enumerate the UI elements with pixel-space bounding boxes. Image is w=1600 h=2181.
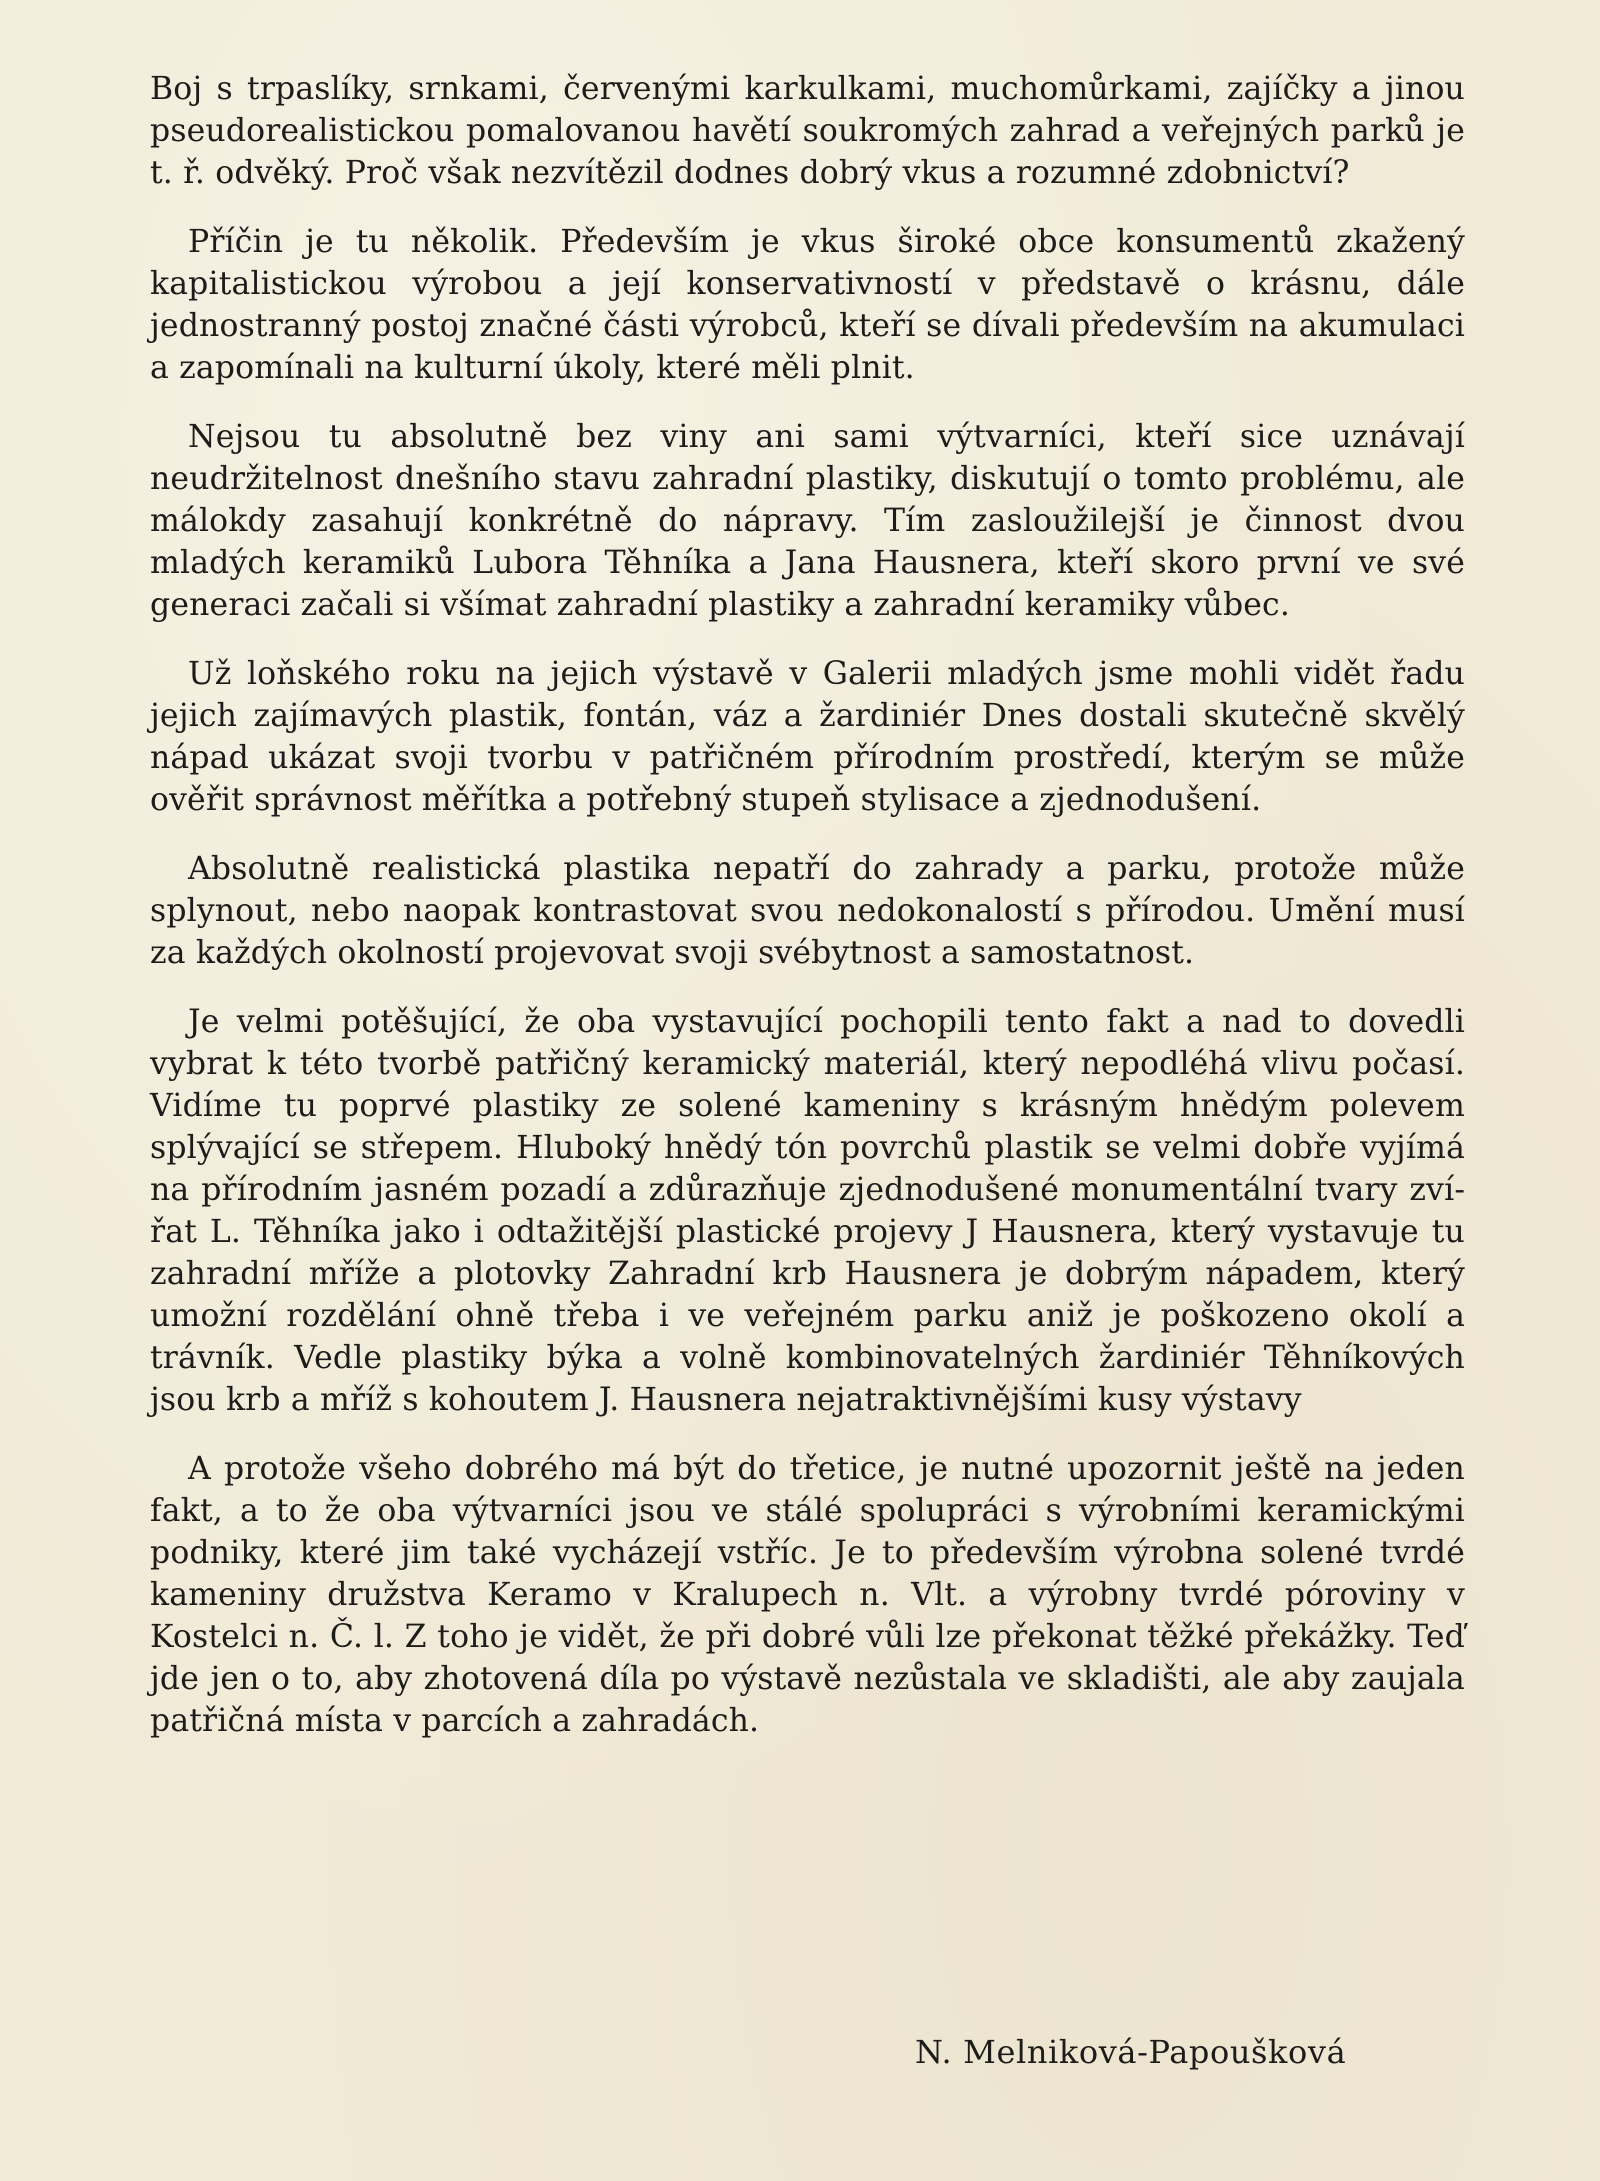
paragraph-5: Absolutně realistická plastika nepatří do zahrady a parku, protože může splynout, nebo naopak kontrastovat svou nedokonalostí s přírodou. Umění musí za každých okolností projevovat svoji svébytnost a samostatnost. [150, 851, 1465, 971]
paragraph-4: Už loňského roku na jejich výstavě v Galerii mladých jsme mohli vidět řadu jejich zajímavých plastik, fontán, váz a žardiniér Dnes dostali skutečně skvělý nápad ukázat svoji tvorbu v patřičném přírodním prostředí, kterým se může ověřit správnost měřítka a potřebný stupeň stylisace a zjednodušení. [150, 656, 1465, 818]
article-body [150, 68, 1465, 1769]
paragraph-3: Nejsou tu absolutně bez viny ani sami výtvarníci, kteří sice uznávají neudržitelnost dnešního stavu zahradní plastiky, diskutují o tomto problému, ale málokdy zasahují konkrétně do nápravy. Tím zasloužilejší je činnost dvou mladých keramiků Lubora Těhníka a Jana Hausnera, kteří skoro první ve své generaci začali si všímat zahradní plastiky a zahradní keramiky vůbec. [150, 419, 1465, 623]
paragraph-7: A protože všeho dobrého má být do třetice, je nutné upozornit ještě na jeden fakt, a to že oba výtvarníci jsou ve stálé spolupráci s výrobními keramickými podniky, které jim také vycházejí vstříc. Je to především výrobna solené tvrdé kameniny družstva Keramo v Kralupech n. Vlt. a výrobny tvrdé pórovinу v Kostelci n. Č. l. Z toho je vidět, že při dobré vůli lze překonat těžké překážky. Teď jde jen o to, aby zhotovená díla po výstavě nezůstala ve skladišti, ale aby zaujala patřičná místa v parcích a zahradách. [150, 1451, 1465, 1739]
paragraph-6: Je velmi potěšující, že oba vystavující pochopili tento fakt a nad to dovedli vybrat k této tvorbě patřičný keramický materiál, který nepodléhá vlivu počasí. Vidíme tu poprvé plastiky ze solené kameniny s krásným hnědým polevem splývající se střepem. Hluboký hnědý tón povrchů plastik se velmi dobře vyjímá na přírodním jasném pozadí a zdůrazňuje zjednodušené monumentální tvary zvířat L. Těhníka jako i odtažitější plastické projevy J Hausnera, který vystavuje tu zahradní mříže a plotovky Zahradní krb Hausnera je dobrým nápadem, který umožní rozdělání ohně třeba i ve veřejném parku aniž je poškozeno okolí a trávník. Vedle plastiky býka a volně kombinovatelných žardiniér Těhníkových jsou krb a mříž s kohoutem J. Hausnera nejatraktivnějšími kusy výstavy [150, 1004, 1465, 1418]
author-signature: N. Melniková-Papoušková [915, 2033, 1347, 2071]
paragraph-2: Příčin je tu několik. Především je vkus široké obce konsumentů zkažený kapitalistickou výrobou a její konservativností v představě o krásnu, dále jednostranný postoj značné části výrobců, kteří se dívali především na akumulaci a zapomínali na kulturní úkoly, které měli plnit. [150, 224, 1465, 386]
paragraph-1: Boj s trpaslíky, srnkami, červenými karkulkami, muchomůrkami, zajíčky a jinou pseudorealistickou pomalovanou havětí soukromých zahrad a veřejných parků je t. ř. odvěký. Proč však nezvítězil dodnes dobrý vkus a rozumné zdobnictví? [150, 71, 1465, 191]
